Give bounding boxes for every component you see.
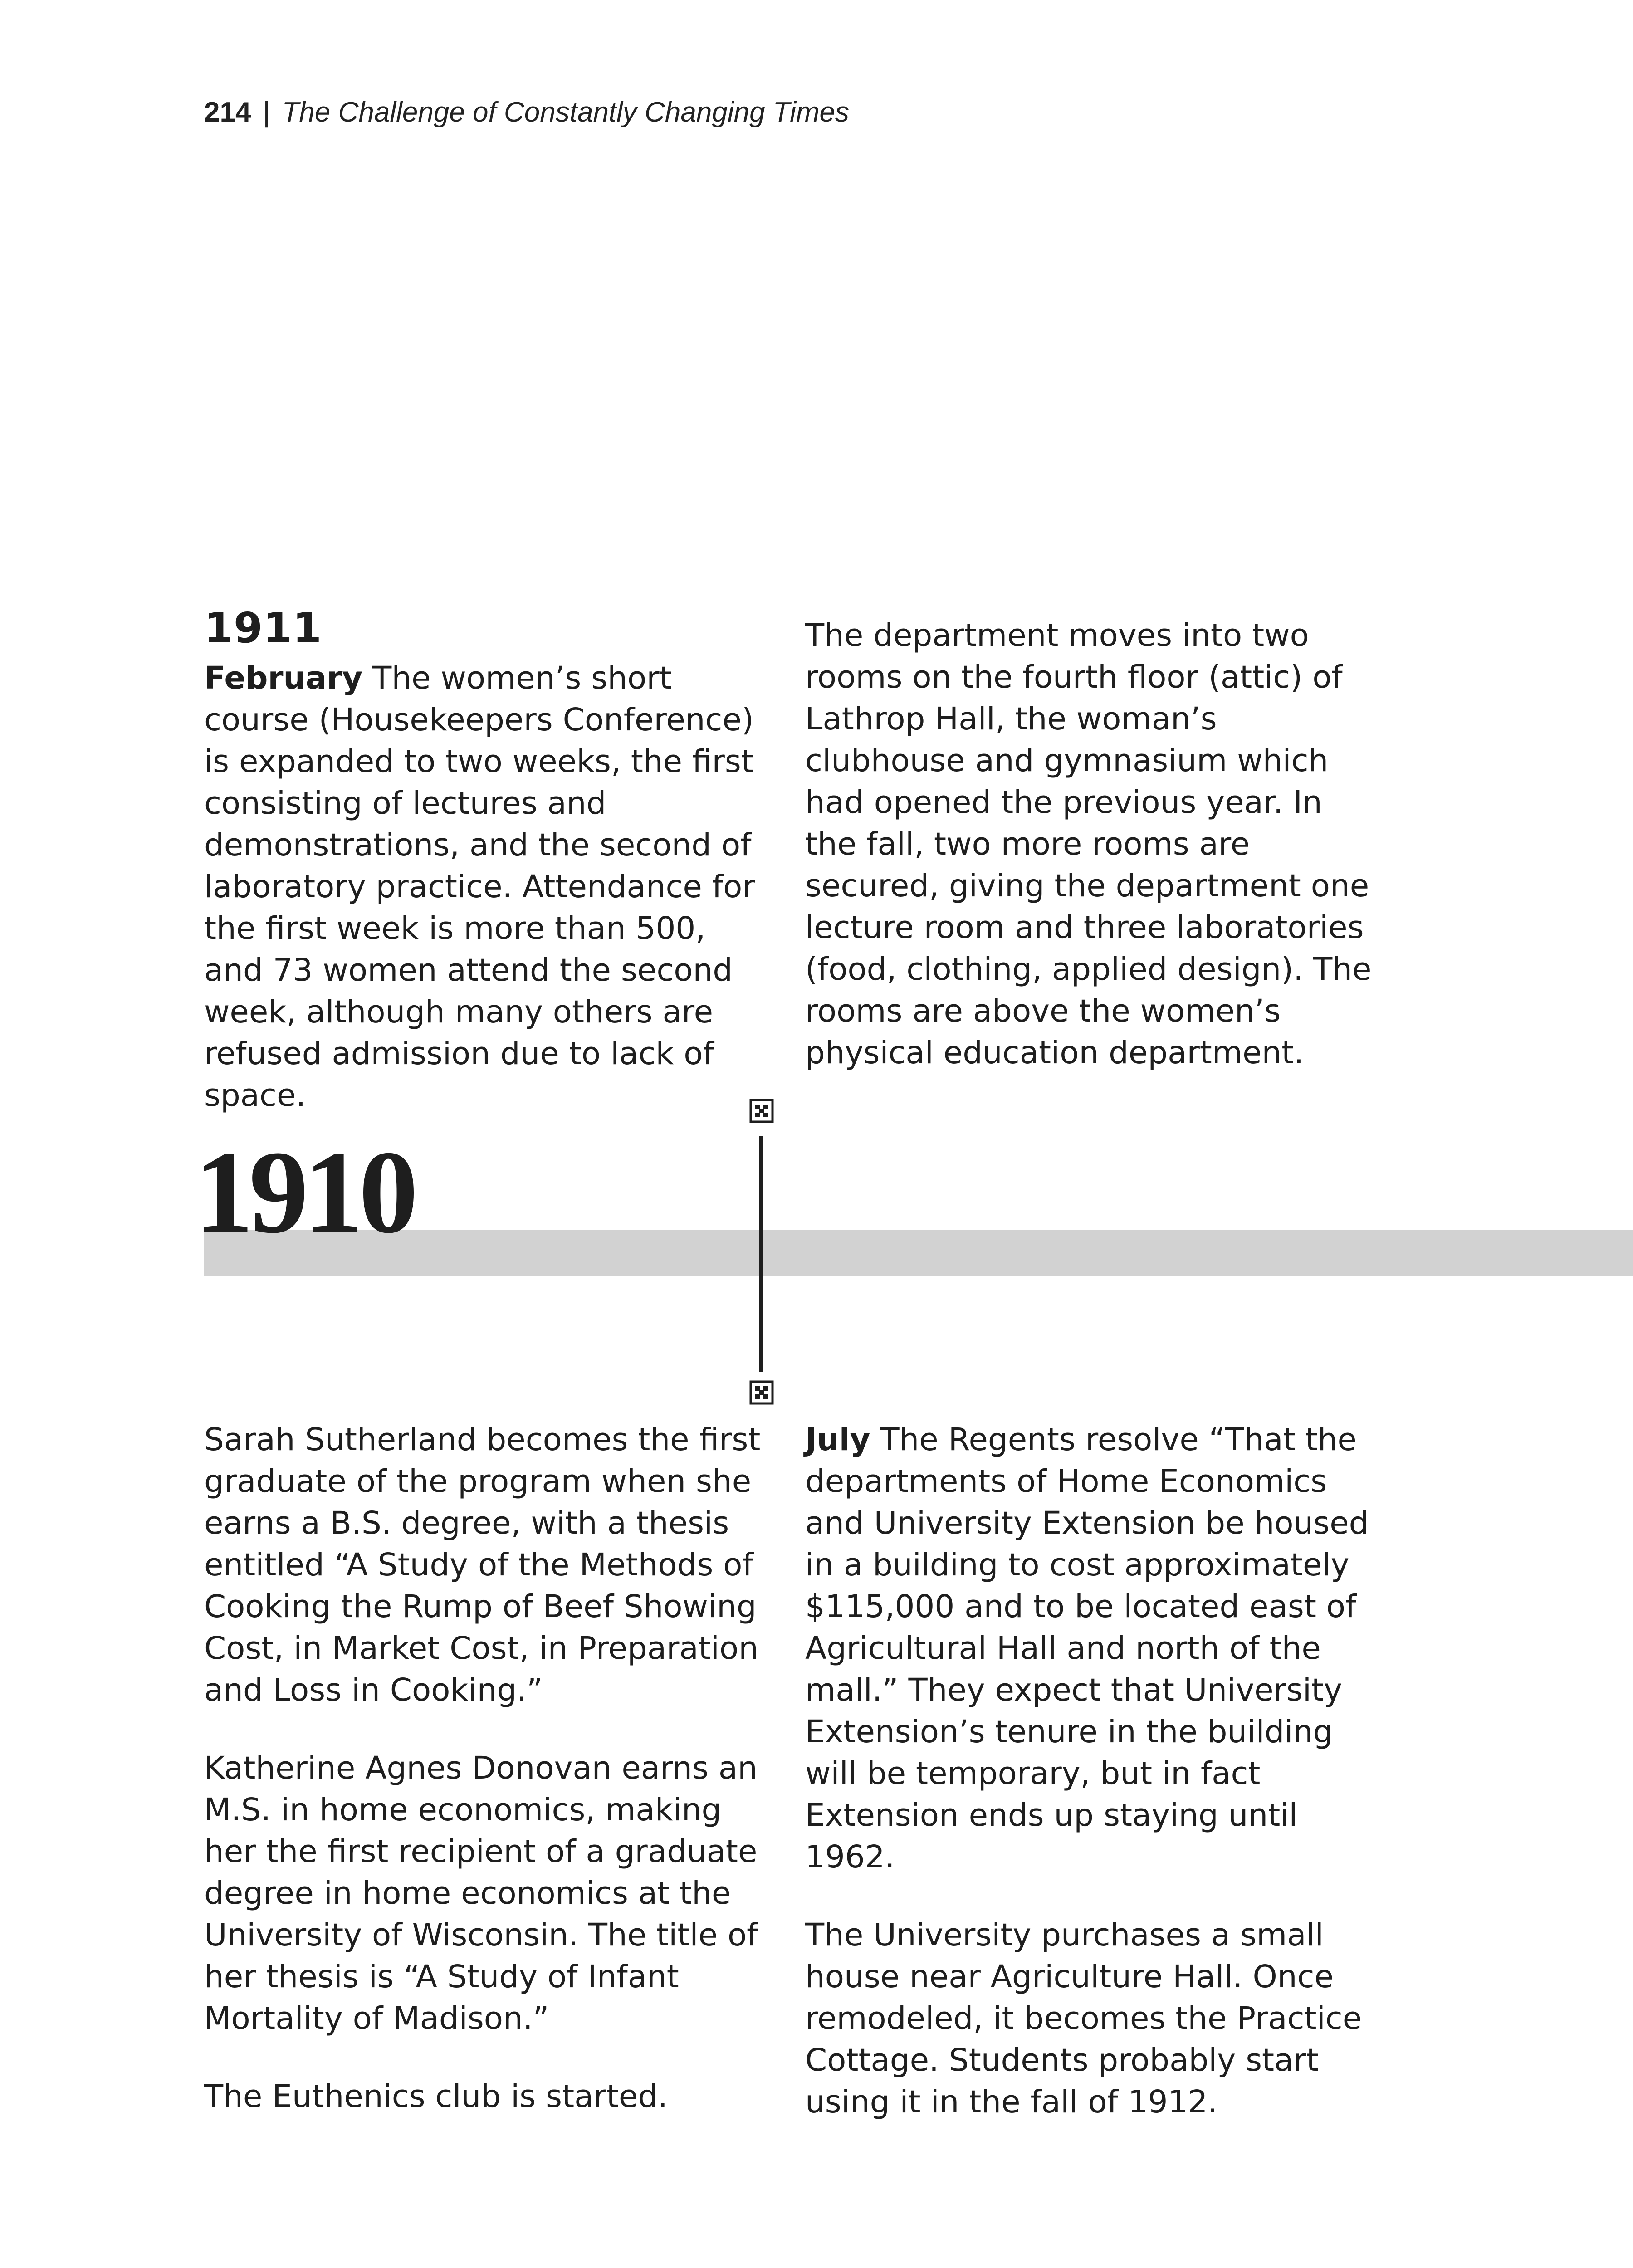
entry-text-july: The Regents resolve “That the departments of Home Economics and University Extension be housed in a building to cost approximately $115,000 and to be located east of Agricultural Hall and north of the mall.” They expect that University Extension’s tenure in the building will be temporary, but in fact Extension ends up staying until 1962. [805, 1422, 1369, 1875]
entry-text-february: The women’s short course (Housekeepers Conference) is expanded to two weeks, the first consisting of lectures and demonstrations, and the second of laboratory practice. Attendance for the first week is more than 500, and 73 women attend the second week, although many others are refused admission due to lack of space. [204, 660, 755, 1114]
timeline-year-1910: 1910 [194, 1126, 414, 1258]
year-heading-1911: 1911 [204, 604, 323, 652]
entry-july-regents [805, 1419, 1372, 1878]
entries-1910-right [805, 1419, 1372, 2159]
running-head [204, 96, 849, 128]
entry-lead-february: February [204, 660, 363, 696]
entry-practice-cottage: The University purchases a small house near Agriculture Hall. Once remodeled, it becomes the Practice Cottage. Students probably start using it in the fall of 1912. [805, 1917, 1362, 2120]
entries-1911-right [805, 615, 1372, 1110]
entry-lead-july: July [805, 1422, 870, 1458]
ornament-square-icon [749, 1099, 774, 1123]
timeline-band [204, 1230, 1633, 1276]
book-title: The Challenge of Constantly Changing Times [282, 97, 850, 128]
entries-1910-left [204, 1419, 771, 2154]
entry-euthenics-club: The Euthenics club is started. [204, 2078, 668, 2115]
ornament-square-icon [749, 1380, 774, 1405]
entry-sarah-sutherland: Sarah Sutherland becomes the first graduate of the program when she earns a B.S. degree, with a thesis entitled “A Study of the Methods of Cooking the Rump of Beef Showing Cost, in Market Cost, in Preparation and Loss in Cooking.” [204, 1422, 761, 1708]
entries-1911-left [204, 606, 771, 1153]
header-separator: | [263, 97, 270, 128]
page-number: 214 [204, 97, 251, 128]
entry-katherine-donovan: Katherine Agnes Donovan earns an M.S. in home economics, making her the first recipient of a graduate degree in home economics at the University of Wisconsin. The title of her thesis is “A Study of Infant Mortality of Madison.” [204, 1750, 758, 2037]
entry-lathrop-hall: The department moves into two rooms on the fourth floor (attic) of Lathrop Hall, the woman’s clubhouse and gymnasium which had opened the previous year. In the fall, two more rooms are secured, giving the department one lecture room and three laboratories (food, clothing, applied design). The rooms are above the women’s physical education department. [805, 617, 1372, 1071]
entry-february-1911 [204, 657, 771, 1116]
timeline-connector [759, 1136, 763, 1372]
